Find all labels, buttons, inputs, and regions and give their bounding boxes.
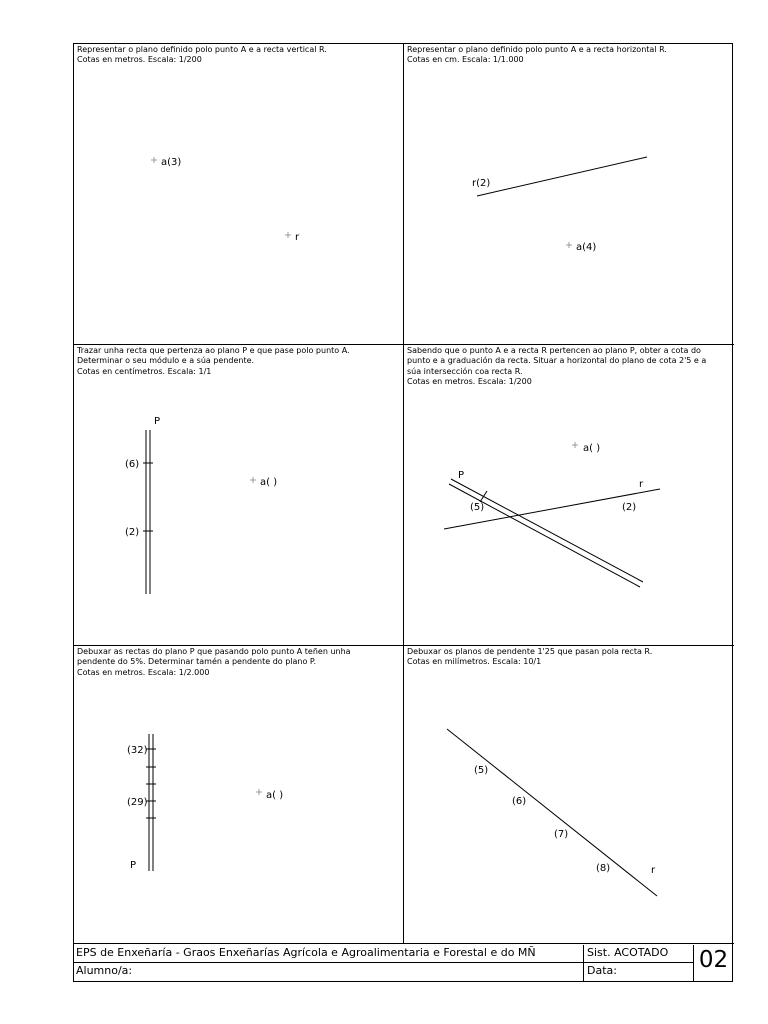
problem-1-statement: Representar o plano definido polo punto A e a recta vertical R. Cotas en metros. Escala: 1/200 (77, 45, 327, 65)
problem-5-drawing (127, 734, 283, 871)
contour-2-label: (2) (125, 527, 140, 538)
title-block (73, 945, 733, 982)
problem-4-drawing (444, 442, 660, 587)
problem-2-drawing (472, 157, 647, 253)
line-r-label: r (295, 232, 300, 243)
line-r-marker (285, 232, 291, 238)
point-a-marker (256, 789, 262, 795)
problem-6-drawing (447, 729, 657, 896)
line-r-label: r(2) (472, 178, 491, 189)
point-a-label: a( ) (266, 790, 284, 801)
problem-6-statement: Debuxar os planos de pendente 1'25 que pasan pola recta R. Cotas en milímetros. Escala: 10/1 (407, 647, 653, 667)
line-r-label: r (651, 865, 656, 876)
student-field-label: Alumno/a: (73, 963, 584, 982)
contour-tick (480, 491, 487, 502)
plane-p-label: P (154, 416, 161, 427)
problem-5-statement: Debuxar as rectas do plano P que pasando polo punto A teñen unha pendente do 5%. Determinar tamén a pendente do plano P. Cotas en metros. Escala: 1/2.000 (77, 647, 351, 677)
point-a-label: a(4) (576, 242, 597, 253)
system-name: Sist. ACOTADO (584, 945, 693, 963)
problem-3-drawing (125, 416, 277, 594)
contour-29-label: (29) (127, 797, 148, 808)
problem-1-drawing (151, 157, 300, 243)
contour-32-label: (32) (127, 745, 148, 756)
plane-p-label: P (130, 860, 137, 871)
point-a-marker (566, 242, 572, 248)
line-r-point-2-label: (2) (622, 502, 637, 513)
problem-3-statement: Trazar unha recta que pertenza ao plano P e que pase polo punto A. Determinar o seu módulo e a súa pendente. Cotas en centímetros. Escala: 1/1 (77, 346, 350, 376)
point-a-marker (151, 157, 157, 163)
plane-p-line (449, 484, 640, 587)
school-name: EPS de Enxeñaría - Graos Enxeñarías Agrícola e Agroalimentaria e Forestal e do MÑ (73, 945, 584, 963)
point-a-label: a(3) (161, 157, 182, 168)
date-field-label: Data: (587, 964, 617, 977)
contour-6-label: (6) (125, 459, 140, 470)
plane-p-label: P (458, 470, 465, 481)
plane-p-line (451, 479, 643, 582)
point-a-label: a( ) (260, 477, 278, 488)
line-r (447, 729, 657, 896)
point-a-label: a( ) (583, 443, 601, 454)
point-6-label: (6) (512, 796, 527, 807)
line-r (477, 157, 647, 196)
problem-2-statement: Representar o plano definido polo punto A e a recta horizontal R. Cotas en cm. Escala: 1/1.000 (407, 45, 667, 65)
sheet-number: 02 (693, 945, 733, 982)
point-8-label: (8) (596, 863, 611, 874)
point-5-label: (5) (474, 765, 489, 776)
contour-5-label: (5) (470, 502, 485, 513)
problem-4-statement: Sabendo que o punto A e a recta R pertencen ao plano P, obter a cota do punto e a graduación da recta. Situar a horizontal do plano de cota 2'5 e a súa intersección coa recta R. Cotas en metros. Escala: 1/200 (407, 346, 707, 386)
point-7-label: (7) (554, 829, 569, 840)
line-r-label: r (639, 479, 644, 490)
point-a-marker (572, 442, 578, 448)
point-a-marker (250, 477, 256, 483)
